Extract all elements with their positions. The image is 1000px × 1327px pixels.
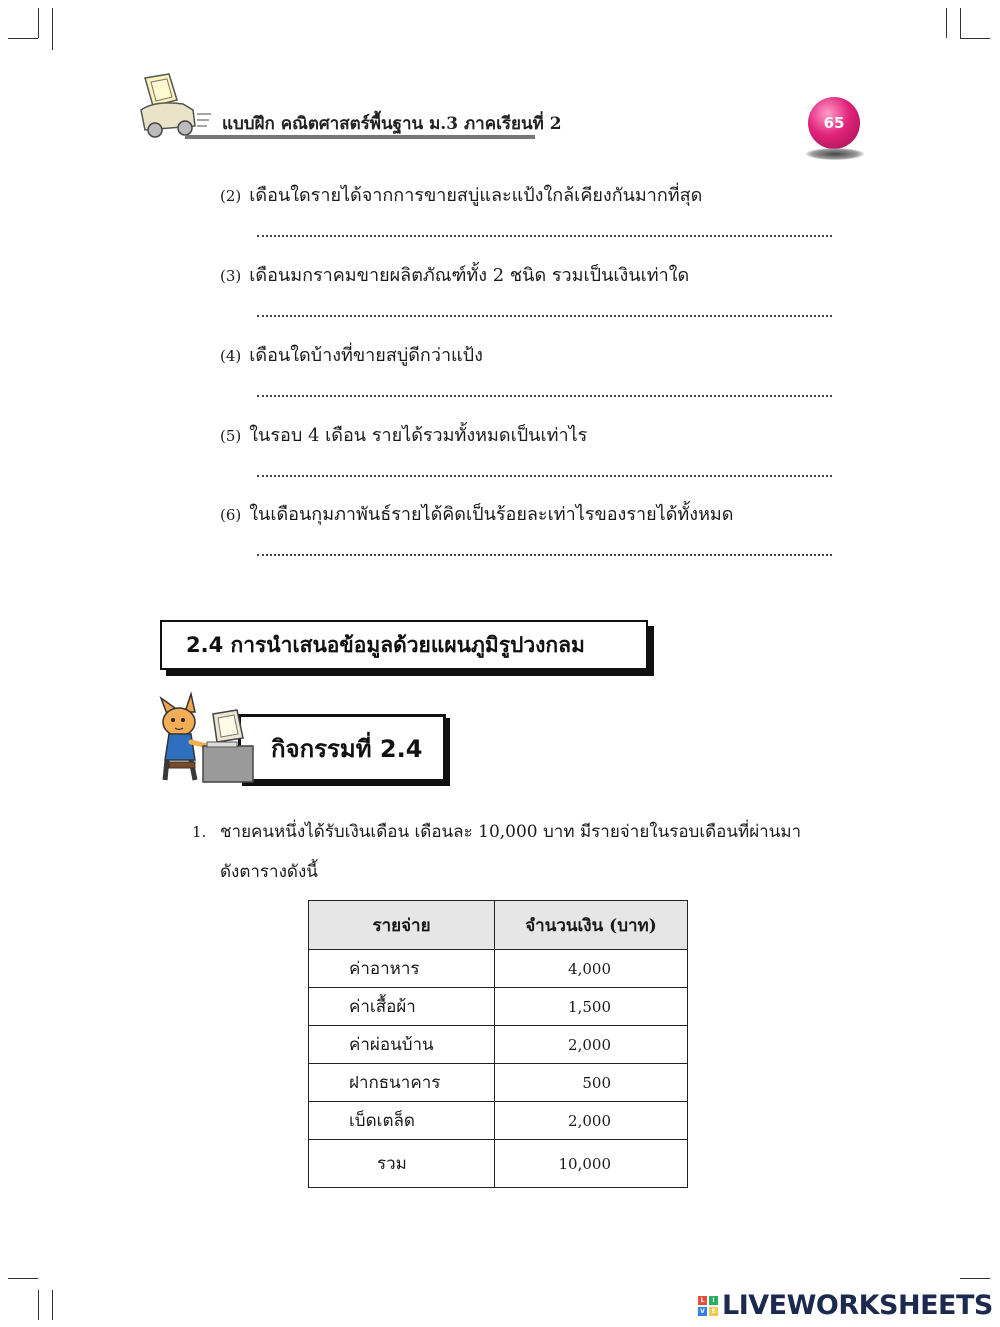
section-title-box (160, 620, 648, 670)
answer-line[interactable] (257, 315, 832, 317)
answer-line[interactable] (257, 395, 832, 397)
crop-mark (38, 1290, 39, 1320)
section-title: 2.4 การนำเสนอข้อมูลด้วยแผนภูมิรูปวงกลม (186, 632, 585, 657)
question-number: (5) (220, 427, 242, 445)
expense-item: ค่าเสื้อผ้า (309, 988, 495, 1026)
question-item (220, 180, 702, 209)
table-row (309, 950, 688, 988)
column-header-amount: จำนวนเงิน (บาท) (495, 901, 688, 950)
problem-number: 1. (192, 823, 207, 841)
crop-mark (960, 1278, 990, 1279)
question-item (220, 420, 587, 449)
liveworksheets-logo-icon (698, 1296, 718, 1316)
question-item (220, 340, 483, 369)
activity-title: กิจกรรมที่ 2.4 (271, 734, 423, 763)
expense-item: ฝากธนาคาร (309, 1064, 495, 1102)
crop-mark (52, 1290, 53, 1320)
crop-mark (8, 38, 38, 39)
total-label: รวม (309, 1140, 495, 1188)
question-text: เดือนมกราคมขายผลิตภัณฑ์ทั้ง 2 ชนิด รวมเป็นเงินเท่าใด (249, 265, 690, 286)
liveworksheets-logo-text: LIVEWORKSHEETS (722, 1290, 993, 1321)
answer-line[interactable] (257, 475, 832, 477)
table-row (309, 1102, 688, 1140)
expense-amount: 500 (495, 1064, 688, 1102)
logo-square: L (698, 1296, 707, 1305)
expense-item: เบ็ดเตล็ด (309, 1102, 495, 1140)
question-item (220, 499, 733, 528)
problem-line: ดังตารางดังนี้ (220, 862, 318, 882)
crop-mark (946, 8, 947, 38)
expense-amount: 2,000 (495, 1102, 688, 1140)
total-amount: 10,000 (495, 1140, 688, 1188)
cat-at-computer-icon (155, 690, 255, 786)
expense-amount: 4,000 (495, 950, 688, 988)
activity-title-box (238, 714, 446, 782)
crop-mark (960, 38, 990, 39)
table-total-row (309, 1140, 688, 1188)
question-number: (6) (220, 506, 242, 524)
crop-mark (960, 8, 961, 38)
liveworksheets-logo[interactable] (698, 1290, 993, 1321)
question-text: ในเดือนกุมภาพันธ์รายได้คิดเป็นร้อยละเท่าไรของรายได้ทั้งหมด (249, 504, 734, 525)
crop-mark (8, 1278, 38, 1279)
badge-shadow (806, 148, 864, 160)
question-text: ในรอบ 4 เดือน รายได้รวมทั้งหมดเป็นเท่าไร (249, 425, 588, 446)
question-text: เดือนใดรายได้จากการขายสบู่และแป้งใกล้เคียงกันมากที่สุด (249, 185, 703, 206)
header-title: แบบฝึก คณิตศาสตร์พื้นฐาน ม.3 ภาคเรียนที่ 2 (222, 114, 562, 134)
problem-text: ชายคนหนึ่งได้รับเงินเดือน เดือนละ 10,000 บาท มีรายจ่ายในรอบเดือนที่ผ่านมา (220, 822, 802, 842)
answer-line[interactable] (257, 235, 832, 237)
crop-mark (38, 8, 39, 38)
question-number: (3) (220, 267, 242, 285)
logo-square: E (709, 1307, 718, 1316)
column-header-expense: รายจ่าย (309, 901, 495, 950)
problem-line (192, 818, 801, 845)
expenses-table (308, 900, 688, 1188)
expense-item: ค่าผ่อนบ้าน (309, 1026, 495, 1064)
expense-amount: 2,000 (495, 1026, 688, 1064)
header-rule (185, 135, 535, 139)
logo-square: V (698, 1307, 707, 1316)
answer-line[interactable] (257, 554, 832, 556)
question-text: เดือนใดบ้างที่ขายสบู่ดีกว่าแป้ง (249, 345, 483, 366)
crop-mark (52, 8, 53, 50)
table-row (309, 1064, 688, 1102)
page-number-badge: 65 (808, 97, 860, 149)
expense-amount: 1,500 (495, 988, 688, 1026)
table-row (309, 988, 688, 1026)
table-row (309, 1026, 688, 1064)
question-item (220, 260, 689, 289)
expense-item: ค่าอาหาร (309, 950, 495, 988)
computer-car-icon (135, 70, 215, 142)
question-number: (2) (220, 187, 242, 205)
table-header-row (309, 901, 688, 950)
question-number: (4) (220, 347, 242, 365)
logo-square: I (709, 1296, 718, 1305)
